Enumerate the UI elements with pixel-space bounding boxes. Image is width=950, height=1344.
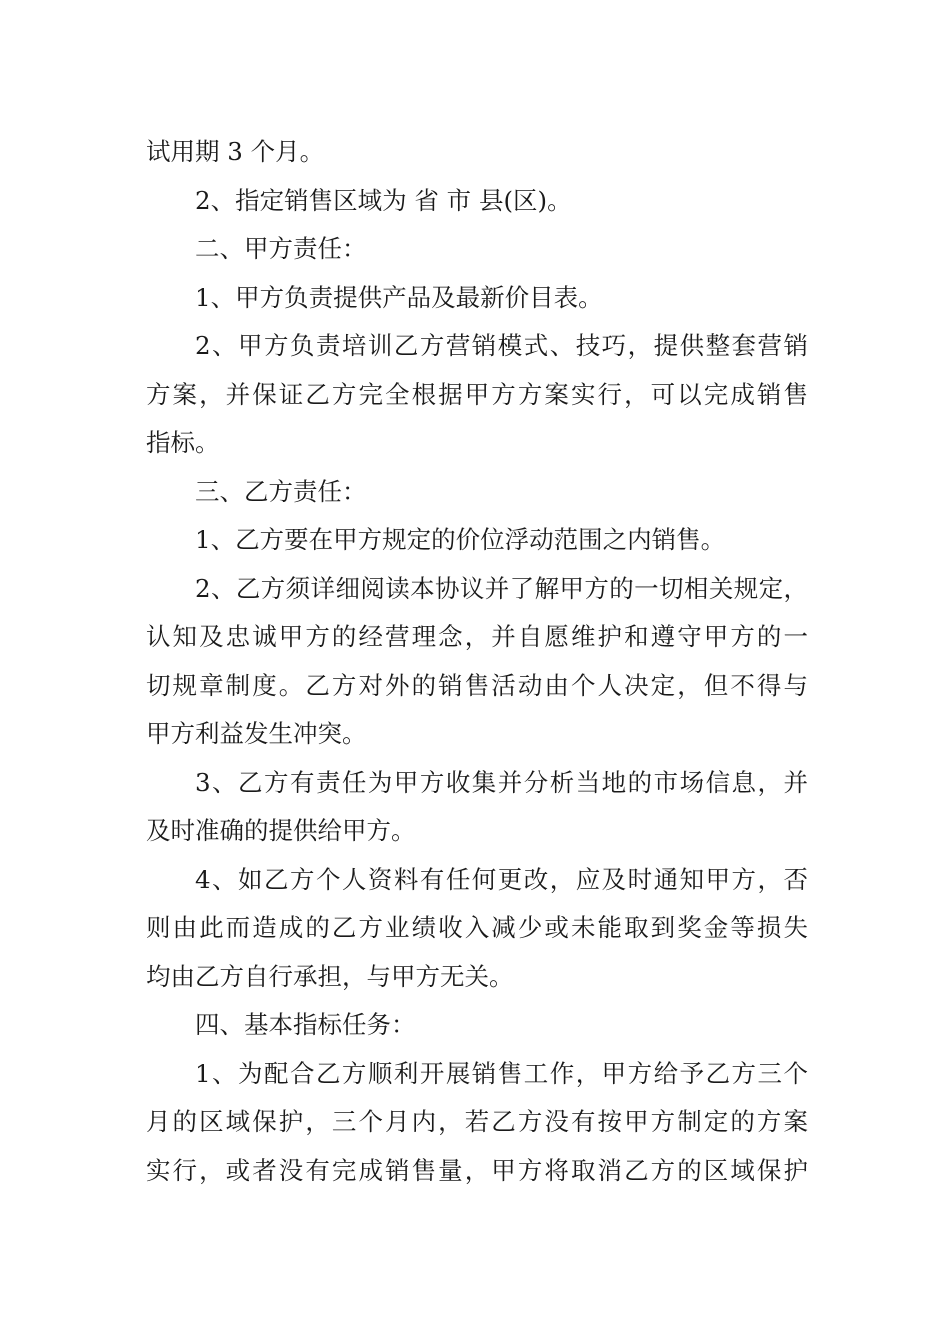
text-line: 实行，或者没有完成销售量，甲方将取消乙方的区域保护 [146,1155,808,1185]
text-line: 认知及忠诚甲方的经营理念，并自愿维护和遵守甲方的一 [146,622,808,651]
text-line: 方案，并保证乙方完全根据甲方方案实行，可以完成销售 [146,379,808,409]
document-body [146,128,808,1195]
section-heading: 二、甲方责任： [195,234,367,263]
text-line: 2、乙方须详细阅读本协议并了解甲方的一切相关规定， [195,573,808,603]
text-line: 及时准确的提供给甲方。 [146,816,416,845]
text-line: 2、甲方负责培训乙方营销模式、技巧，提供整套营销 [195,331,808,360]
section-heading: 三、乙方责任： [195,476,367,506]
text-line: 2、指定销售区域为 省 市 县(区)。 [195,185,572,215]
text-line: 1、乙方要在甲方规定的价位浮动范围之内销售。 [195,525,726,554]
text-line: 3、乙方有责任为甲方收集并分析当地的市场信息，并 [195,767,808,797]
section-heading: 四、基本指标任务： [195,1010,416,1039]
text-line: 试用期 3 个月。 [146,137,325,166]
text-line: 则由此而造成的乙方业绩收入减少或未能取到奖金等损失 [146,913,808,942]
text-line: 均由乙方自行承担，与甲方无关。 [146,961,514,991]
text-line: 4、如乙方个人资料有任何更改，应及时通知甲方，否 [195,864,808,894]
text-line: 指标。 [146,428,220,457]
text-line: 甲方利益发生冲突。 [146,719,367,748]
text-line: 1、为配合乙方顺利开展销售工作，甲方给予乙方三个 [195,1058,808,1088]
text-line: 月的区域保护，三个月内，若乙方没有按甲方制定的方案 [146,1107,808,1136]
text-line: 1、甲方负责提供产品及最新价目表。 [195,282,603,312]
text-line: 切规章制度。乙方对外的销售活动由个人决定，但不得与 [146,670,808,700]
